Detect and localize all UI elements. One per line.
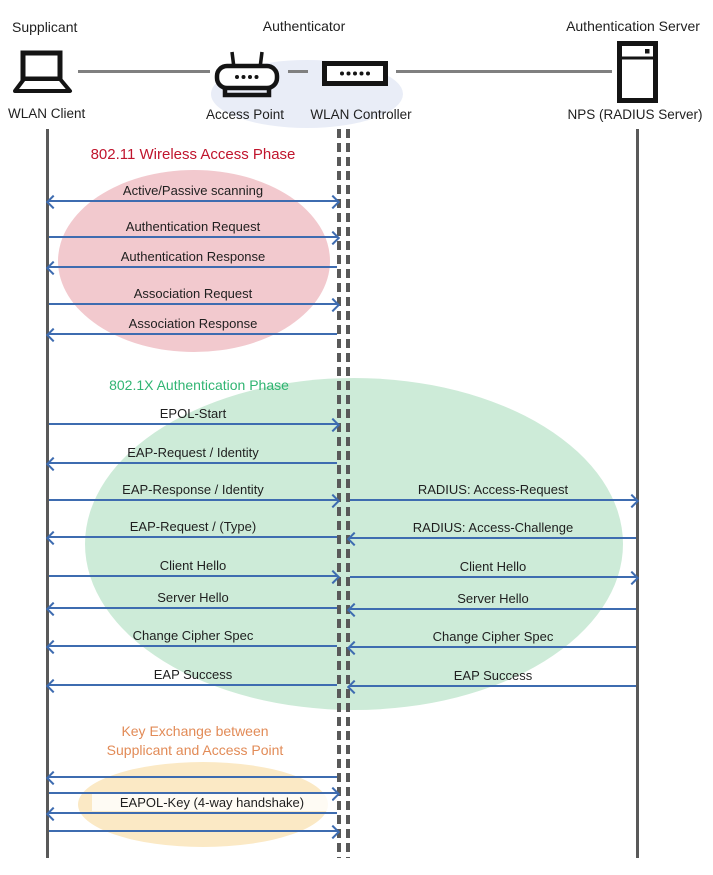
ap-to-controller-connector xyxy=(288,70,308,73)
wlan-controller-icon xyxy=(322,61,388,86)
phase3-title-line1: Key Exchange between xyxy=(121,723,269,739)
right-arrow-icon xyxy=(49,303,337,305)
phase3-title-line2: Supplicant and Access Point xyxy=(106,742,284,758)
message-server-hello-radius xyxy=(350,591,636,610)
right-arrow-icon xyxy=(350,499,636,501)
left-arrow-icon xyxy=(49,607,337,609)
left-arrow-icon xyxy=(350,608,636,610)
left-arrow-icon xyxy=(49,536,337,538)
supplicant-role-label: Supplicant xyxy=(12,19,78,35)
message-eap-success xyxy=(49,667,337,686)
message-eap-success-radius xyxy=(350,668,636,687)
right-arrow-icon xyxy=(49,499,337,501)
phase3-title xyxy=(49,722,341,760)
message-association-request xyxy=(49,286,337,305)
left-arrow-icon xyxy=(49,684,337,686)
message-client-hello xyxy=(49,558,337,577)
controller-to-server-connector xyxy=(396,70,612,73)
left-arrow-icon xyxy=(350,537,636,539)
message-label: EAP-Response / Identity xyxy=(122,482,264,497)
message-label: Change Cipher Spec xyxy=(132,628,254,643)
left-arrow-icon xyxy=(49,266,337,268)
access-point-icon xyxy=(212,50,282,98)
wlan-controller-label: WLAN Controller xyxy=(310,107,412,122)
left-arrow-icon xyxy=(350,646,636,648)
eapol-key-arrow-3 xyxy=(49,812,337,814)
message-label: EAP-Request / Identity xyxy=(127,445,259,460)
message-eap-response-identity xyxy=(49,482,337,501)
message-epol-start xyxy=(49,406,337,425)
message-server-hello xyxy=(49,590,337,609)
left-arrow-icon xyxy=(49,645,337,647)
left-arrow-icon xyxy=(49,462,337,464)
message-label: Client Hello xyxy=(159,558,227,573)
server-icon xyxy=(617,41,658,103)
double-arrow-icon xyxy=(49,200,337,202)
laptop-icon xyxy=(10,50,74,95)
message-label: EAP Success xyxy=(453,668,533,683)
message-label: Server Hello xyxy=(457,591,529,606)
message-label: Authentication Request xyxy=(125,219,261,234)
authenticator-role-label: Authenticator xyxy=(262,18,346,34)
message-label: Change Cipher Spec xyxy=(432,629,554,644)
message-label: RADIUS: Access-Request xyxy=(417,482,569,497)
right-arrow-icon xyxy=(49,423,337,425)
message-label: EPOL-Start xyxy=(159,406,227,421)
message-authentication-request xyxy=(49,219,337,238)
message-radius-access-request xyxy=(350,482,636,501)
message-change-cipher-spec-radius xyxy=(350,629,636,648)
message-radius-access-challenge xyxy=(350,520,636,539)
access-point-label: Access Point xyxy=(205,107,285,122)
wlan-client-label: WLAN Client xyxy=(8,106,86,121)
message-label: Authentication Response xyxy=(120,249,266,264)
left-arrow-icon xyxy=(49,333,337,335)
message-label: Active/Passive scanning xyxy=(122,183,264,198)
message-eap-request-type xyxy=(49,519,337,538)
client-to-ap-connector xyxy=(78,70,210,73)
right-arrow-icon xyxy=(350,576,636,578)
message-association-response xyxy=(49,316,337,335)
authentication-server-role-label: Authentication Server xyxy=(566,18,700,34)
message-label: Association Request xyxy=(133,286,253,301)
right-arrow-icon xyxy=(49,236,337,238)
nps-radius-server-label: NPS (RADIUS Server) xyxy=(567,107,703,122)
eapol-key-label: EAPOL-Key (4-way handshake) xyxy=(92,794,332,811)
message-active-passive-scanning xyxy=(49,183,337,202)
eapol-key-arrow-4 xyxy=(49,830,337,832)
right-arrow-icon xyxy=(49,575,337,577)
eapol-key-arrow-1 xyxy=(49,776,337,778)
message-authentication-response xyxy=(49,249,337,268)
message-label: Association Response xyxy=(128,316,258,331)
message-change-cipher-spec xyxy=(49,628,337,647)
message-client-hello-radius xyxy=(350,559,636,578)
left-arrow-icon xyxy=(350,685,636,687)
message-label: Client Hello xyxy=(459,559,527,574)
message-label: EAP Success xyxy=(153,667,233,682)
message-eap-request-identity xyxy=(49,445,337,464)
phase2-title: 802.1X Authentication Phase xyxy=(109,377,289,393)
radius-server-lifeline xyxy=(636,129,639,858)
message-label: RADIUS: Access-Challenge xyxy=(412,520,574,535)
phase1-title: 802.11 Wireless Access Phase xyxy=(90,146,296,163)
message-label: Server Hello xyxy=(157,590,229,605)
message-label: EAP-Request / (Type) xyxy=(129,519,257,534)
